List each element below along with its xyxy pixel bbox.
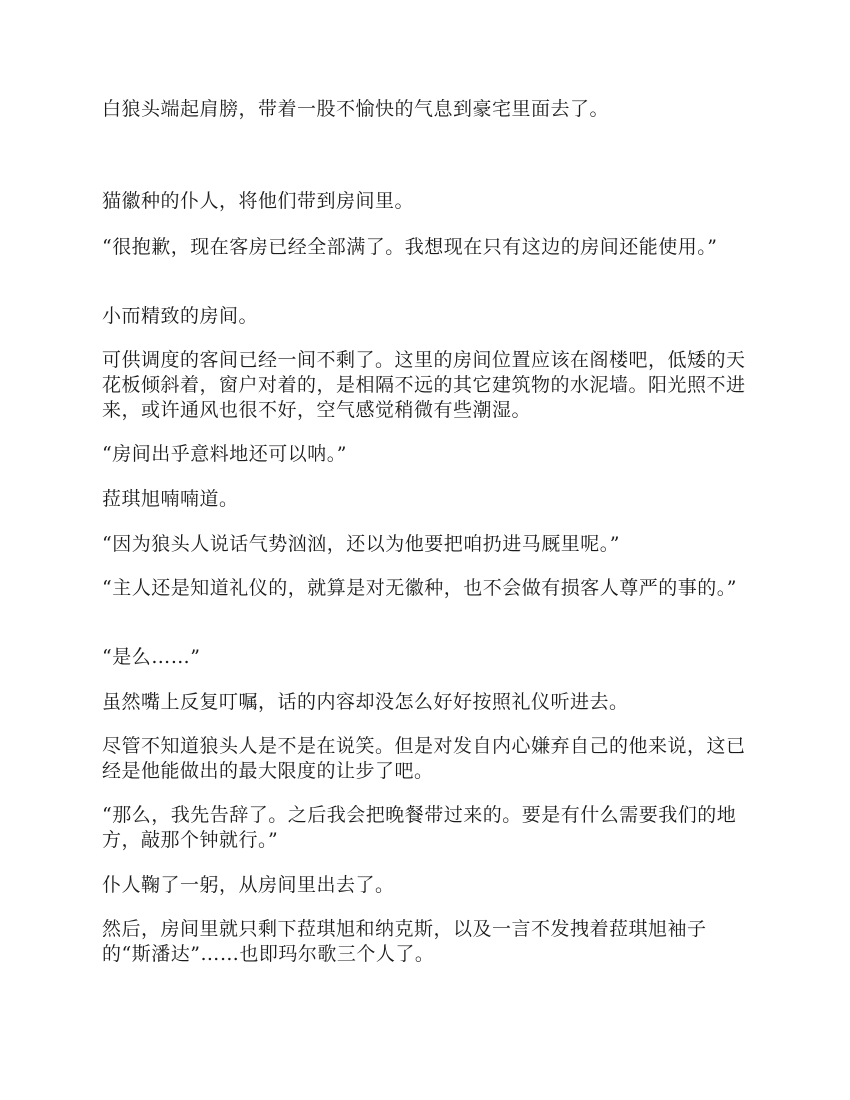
paragraph-15: 然后，房间里就只剩下菈琪旭和纳克斯，以及一言不发拽着菈琪旭袖子的“斯潘达”……也即玛尔歌三个人了。	[102, 918, 707, 965]
paragraph-10: “是么……”	[102, 646, 201, 668]
paragraph-2: 猫徽种的仆人，将他们带到房间里。	[102, 190, 415, 212]
paragraph-1: 白狼头端起肩膀，带着一股不愉快的气息到豪宅里面去了。	[102, 98, 610, 120]
paragraph-3: “很抱歉，现在客房已经全部满了。我想现在只有这边的房间还能使用。”	[102, 236, 718, 258]
paragraph-13: “那么，我先告辞了。之后我会把晚餐带过来的。要是有什么需要我们的地方，敲那个钟就行。”	[102, 804, 737, 851]
paragraph-9: “主人还是知道礼仪的，就算是对无徽种，也不会做有损客人尊严的事的。”	[102, 577, 737, 599]
paragraph-14: 仆人鞠了一躬，从房间里出去了。	[102, 874, 395, 896]
paragraph-11: 虽然嘴上反复叮嘱，话的内容却没怎么好好按照礼仪听进去。	[102, 691, 629, 713]
paragraph-5: 可供调度的客间已经一间不剩了。这里的房间位置应该在阁楼吧，低矮的天花板倾斜着，窗户对着的，是相隔不远的其它建筑物的水泥墙。阳光照不进来，或许通风也很不好，空气感觉稍微有些潮湿。	[102, 349, 746, 421]
paragraph-7: 菈琪旭喃喃道。	[102, 488, 239, 510]
paragraph-12: 尽管不知道狼头人是不是在说笑。但是对发自内心嫌弃自己的他来说，这已经是他能做出的最大限度的让步了吧。	[102, 735, 746, 782]
paragraph-8: “因为狼头人说话气势汹汹，还以为他要把咱扔进马厩里呢。”	[102, 533, 620, 555]
paragraph-6: “房间出乎意料地还可以呐。”	[102, 443, 347, 465]
paragraph-4: 小而精致的房间。	[102, 305, 259, 327]
